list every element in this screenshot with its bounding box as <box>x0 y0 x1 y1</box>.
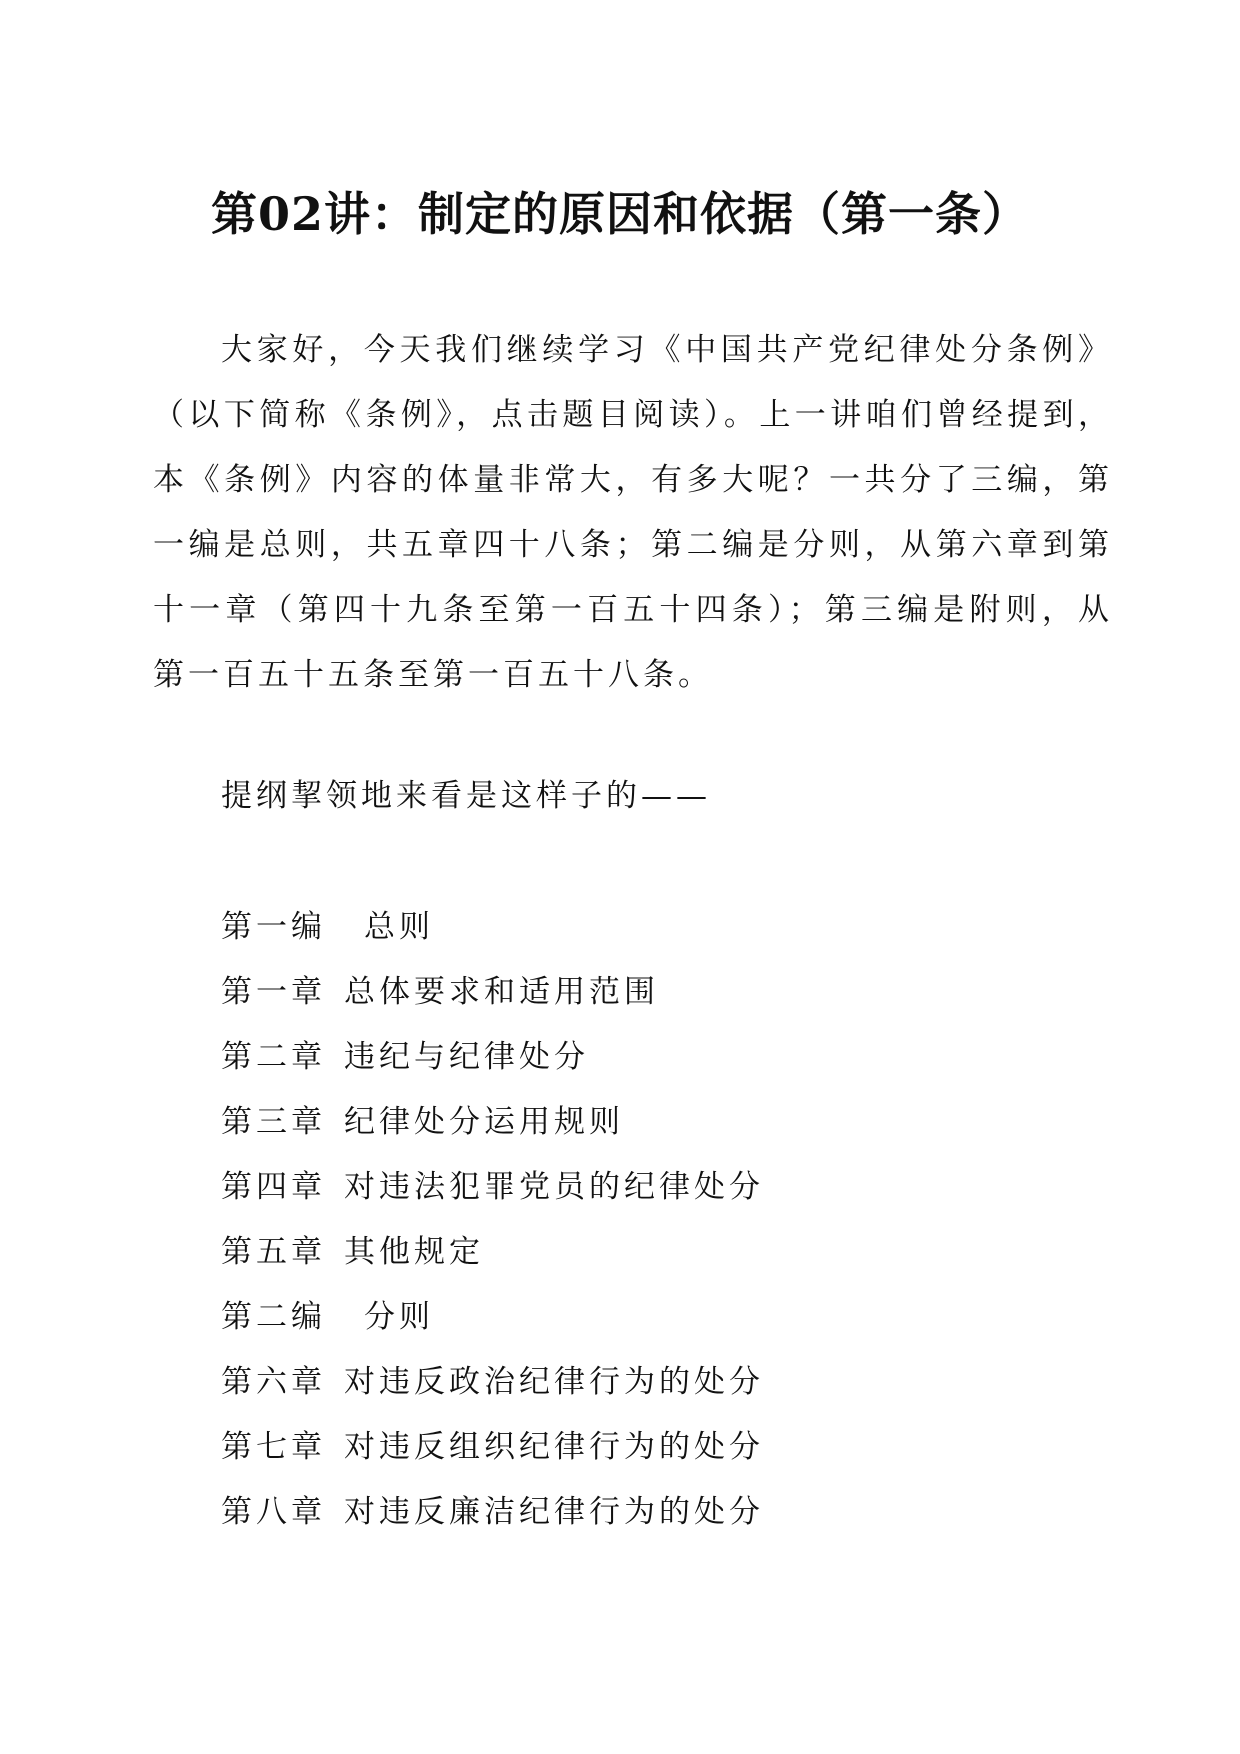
outline-item-number: 第一章 <box>221 974 326 1010</box>
outline-item-part-2 <box>221 1285 764 1350</box>
outline-item-chapter-3 <box>221 1090 764 1155</box>
outline-item-number: 第一编 <box>221 909 326 945</box>
outline-list <box>221 895 764 1545</box>
outline-item-number: 第四章 <box>221 1169 326 1205</box>
outline-item-name: 其他规定 <box>344 1234 484 1270</box>
outline-item-number: 第六章 <box>221 1364 326 1400</box>
outline-item-number: 第三章 <box>221 1104 326 1140</box>
outline-item-chapter-5 <box>221 1220 764 1285</box>
outline-item-name: 总则 <box>364 909 434 945</box>
outline-item-name: 纪律处分运用规则 <box>344 1104 624 1140</box>
outline-item-number: 第二章 <box>221 1039 326 1075</box>
outline-item-chapter-4 <box>221 1155 764 1220</box>
outline-item-chapter-1 <box>221 960 764 1025</box>
outline-item-number: 第二编 <box>221 1299 326 1335</box>
outline-item-chapter-6 <box>221 1350 764 1415</box>
outline-item-name: 违纪与纪律处分 <box>344 1039 589 1075</box>
outline-item-name: 对违法犯罪党员的纪律处分 <box>344 1169 764 1205</box>
lead-in-line: 提纲挈领地来看是这样子的—— <box>221 778 711 814</box>
intro-paragraph: 大家好，今天我们继续学习《中国共产党纪律处分条例》（以下简称《条例》，点击题目阅读）。上一讲咱们曾经提到，本《条例》内容的体量非常大，有多大呢？一共分了三编，第一编是总则，共五章四十八条；第二编是分则，从第六章到第十一章（第四十九条至第一百五十四条）；第三编是附则，从第一百五十五条至第一百五十八条。 <box>153 332 1113 693</box>
outline-item-number: 第七章 <box>221 1429 326 1465</box>
outline-item-name: 对违反廉洁纪律行为的处分 <box>344 1494 764 1530</box>
outline-item-chapter-7 <box>221 1415 764 1480</box>
outline-item-number: 第五章 <box>221 1234 326 1270</box>
outline-item-name: 分则 <box>364 1299 434 1335</box>
outline-item-name: 对违反政治纪律行为的处分 <box>344 1364 764 1400</box>
page-title: 第02讲：制定的原因和依据（第一条） <box>210 187 1029 241</box>
outline-item-chapter-8 <box>221 1480 764 1545</box>
outline-item-number: 第八章 <box>221 1494 326 1530</box>
outline-item-part-1 <box>221 895 764 960</box>
outline-item-name: 对违反组织纪律行为的处分 <box>344 1429 764 1465</box>
outline-item-chapter-2 <box>221 1025 764 1090</box>
outline-item-name: 总体要求和适用范围 <box>344 974 659 1010</box>
